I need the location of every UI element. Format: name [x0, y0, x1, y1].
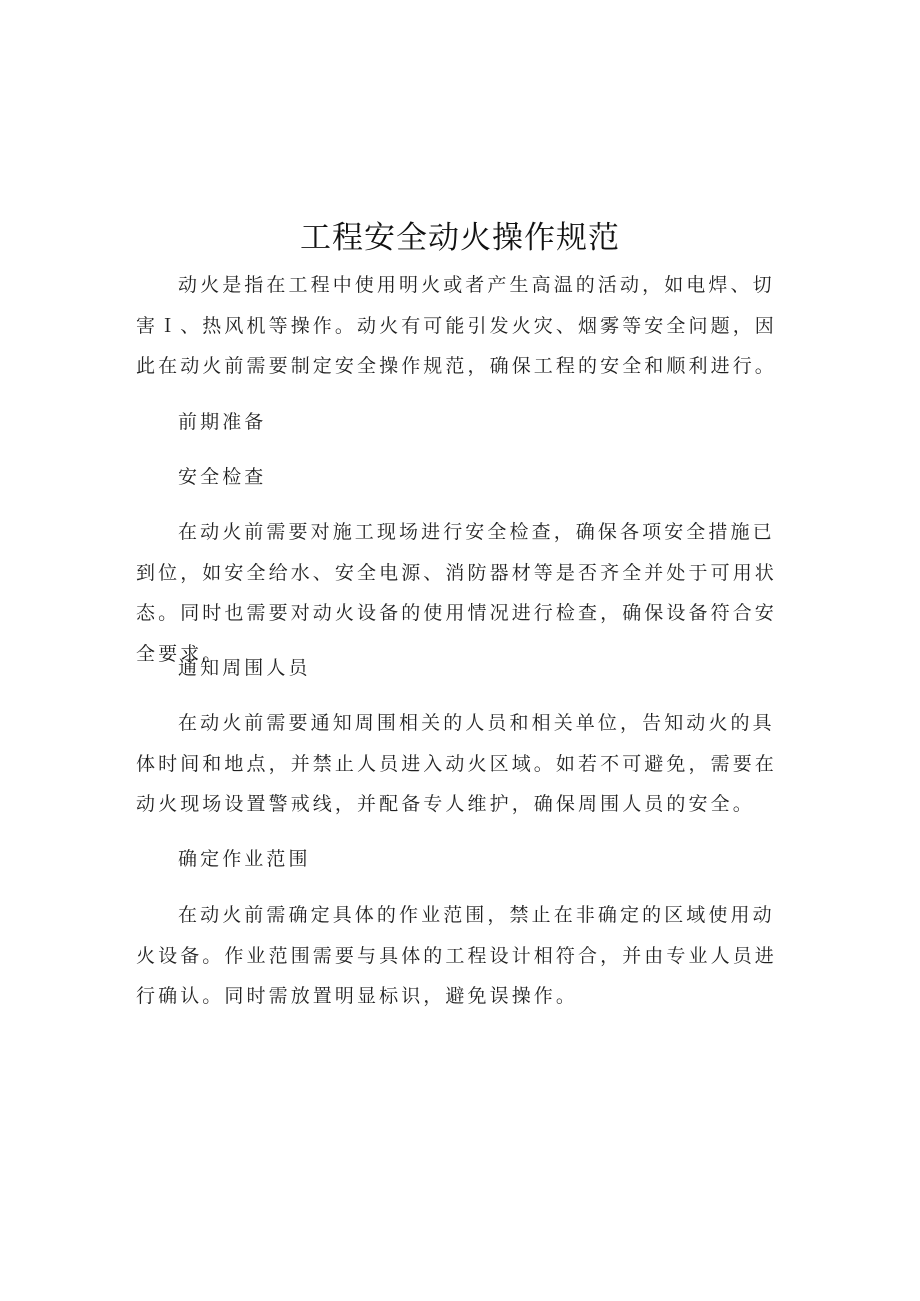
- subsection-heading-work-scope: 确定作业范围: [178, 848, 311, 870]
- subsection-heading-notify-personnel: 通知周围人员: [178, 657, 311, 679]
- notify-personnel-paragraph: 在动火前需要通知周围相关的人员和相关单位，告知动火的具体时间和地点，并禁止人员进入动火区域。如若不可避免，需要在动火现场设置警戒线，并配备专人维护，确保周围人员的安全。: [136, 712, 777, 815]
- document-title: 工程安全动火操作规范: [300, 220, 620, 256]
- safety-check-paragraph: 在动火前需要对施工现场进行安全检查，确保各项安全措施已到位，如安全给水、安全电源、消防器材等是否齐全并处于可用状态。同时也需要对动火设备的使用情况进行检查，确保设备符合安全要求。: [136, 521, 777, 665]
- intro-paragraph: 动火是指在工程中使用明火或者产生高温的活动，如电焊、切害Ｉ、热风机等操作。动火有可能引发火灾、烟雾等安全问题，因此在动火前需要制定安全操作规范，确保工程的安全和顺利进行。: [136, 274, 777, 377]
- section-heading-preparation: 前期准备: [178, 411, 267, 433]
- work-scope-paragraph: 在动火前需确定具体的作业范围，禁止在非确定的区域使用动火设备。作业范围需要与具体的工程设计相符合，并由专业人员进行确认。同时需放置明显标识，避免误操作。: [136, 904, 777, 1007]
- subsection-heading-safety-check: 安全检查: [178, 466, 267, 488]
